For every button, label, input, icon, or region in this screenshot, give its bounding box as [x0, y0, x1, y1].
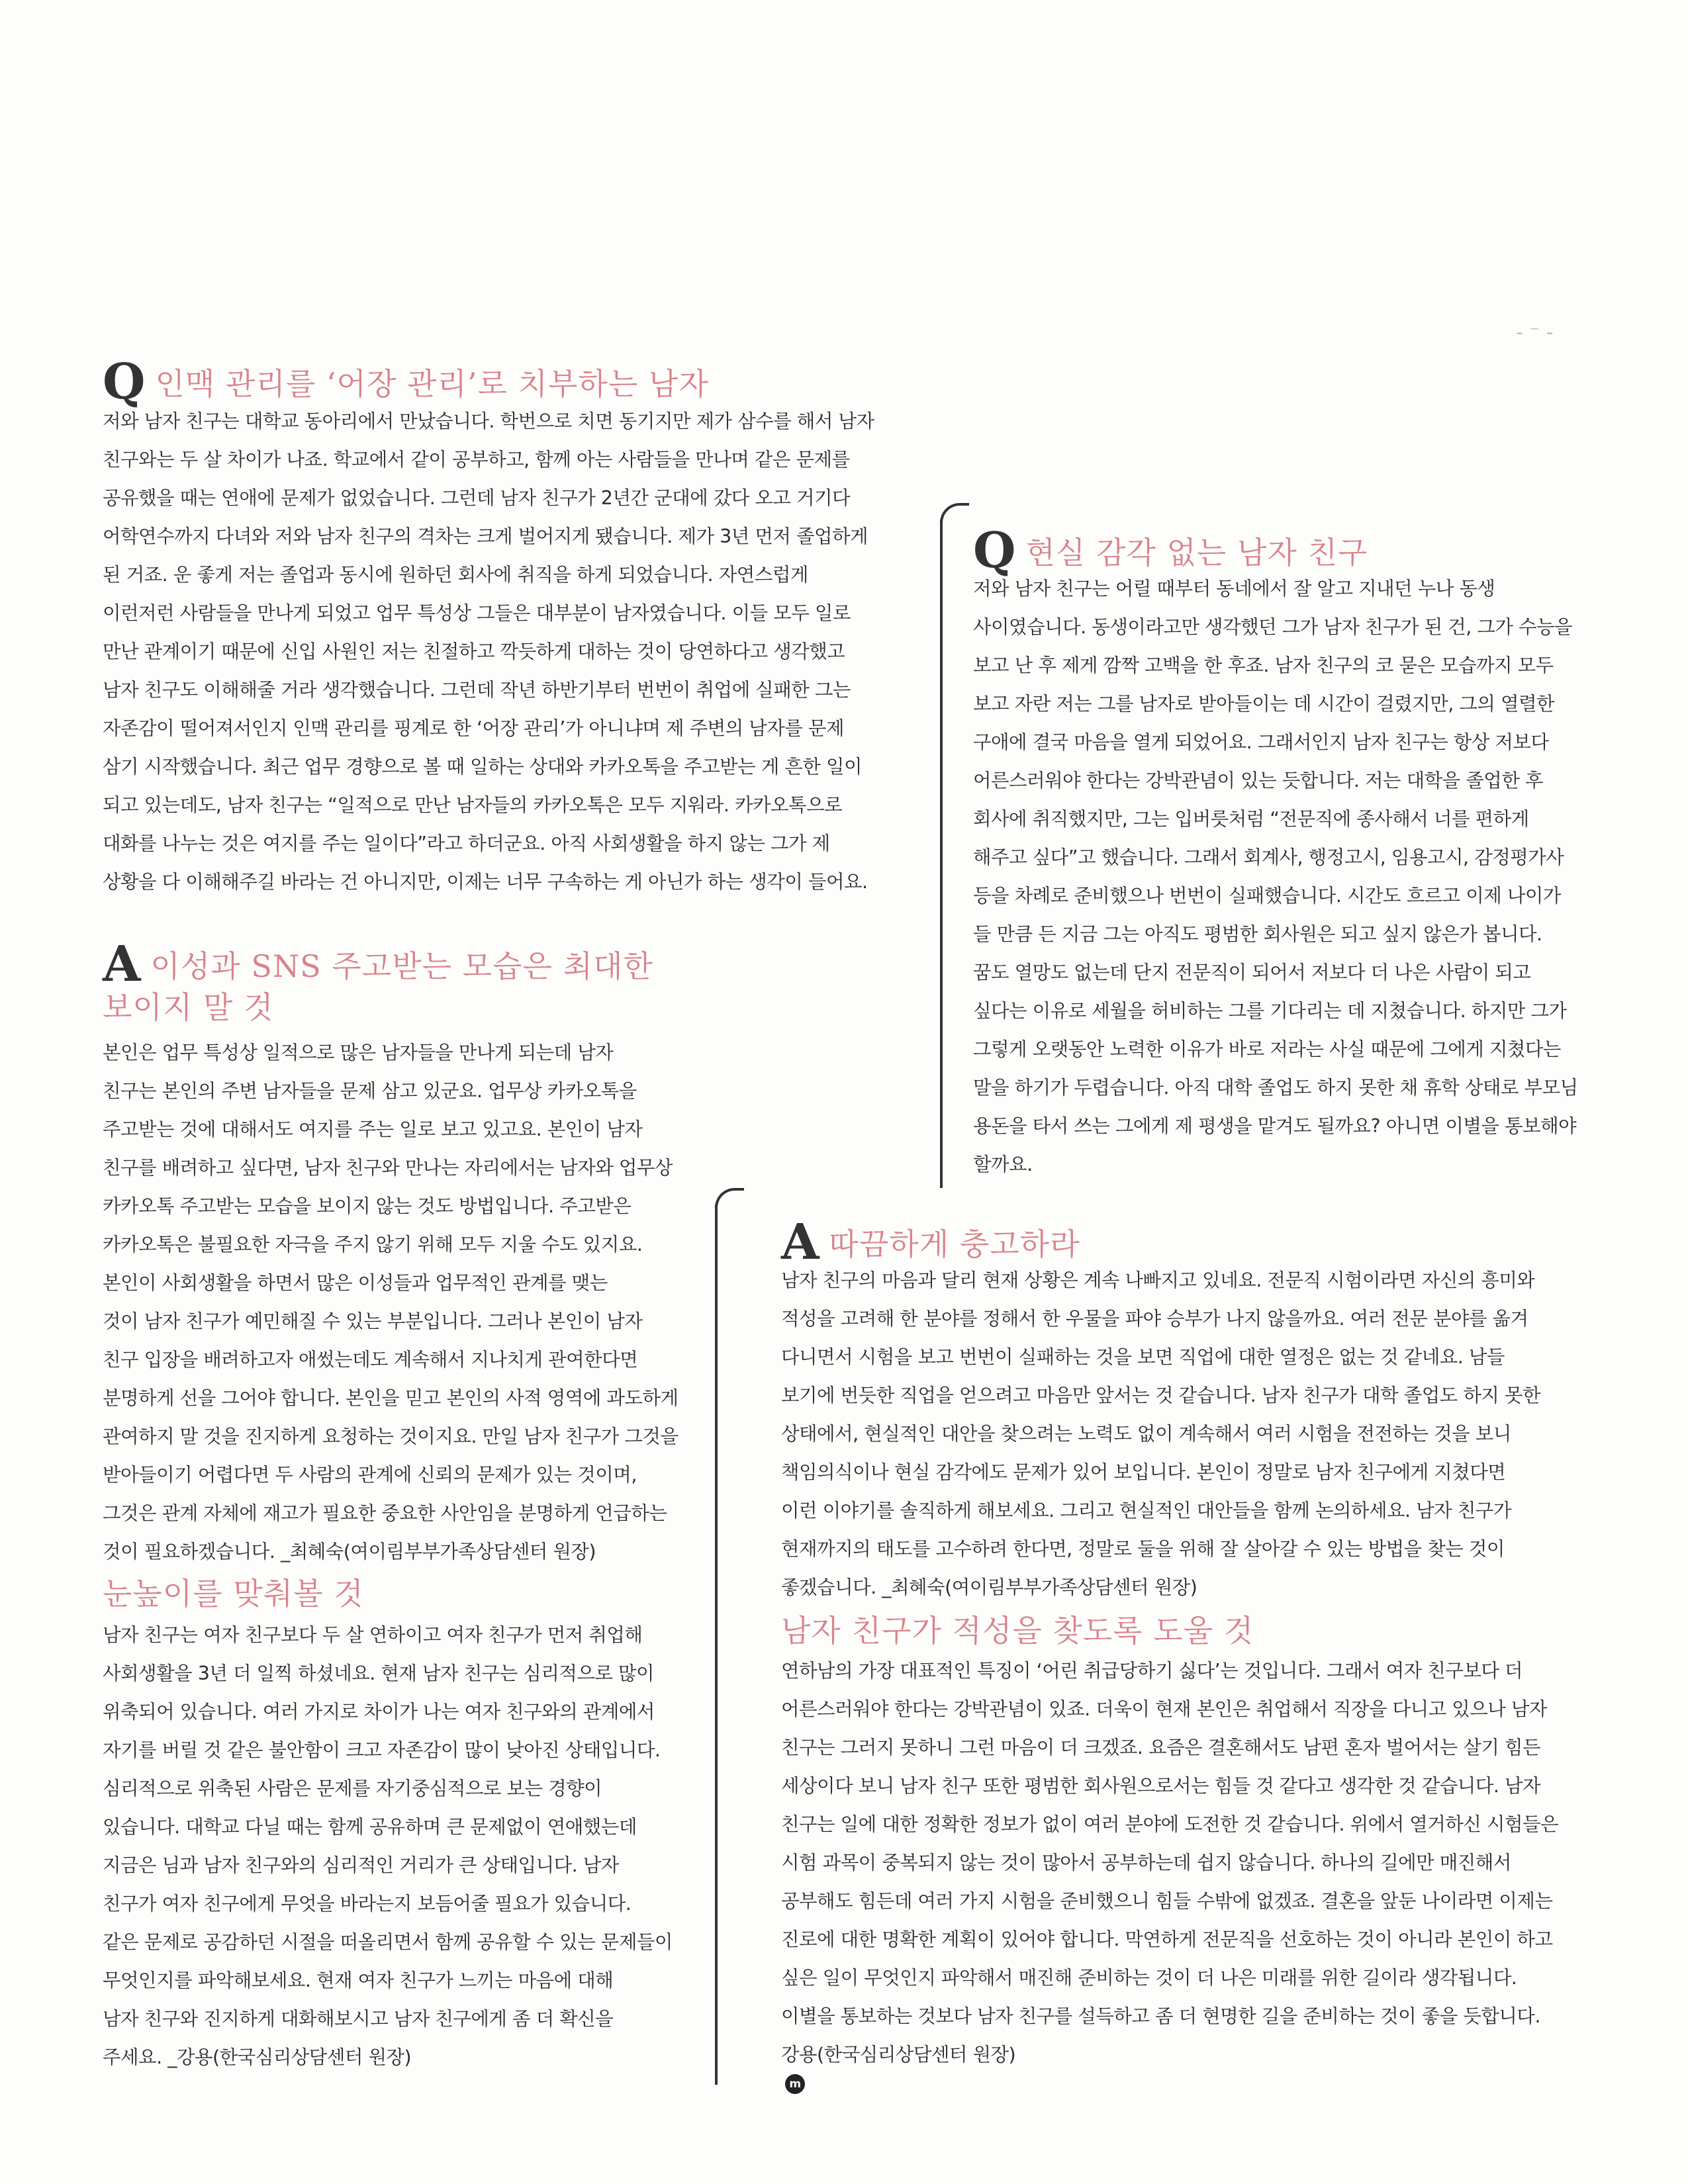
text-line: 받아들이기 어렵다면 두 사람의 관계에 신뢰의 문제가 있는 것이며, [103, 1464, 637, 1486]
text-line: 회사에 취직했지만, 그는 입버릇처럼 “전문직에 종사해서 너를 편하게 [973, 808, 1529, 830]
text-line: 저와 남자 친구는 어릴 때부터 동네에서 잘 알고 지내던 누나 동생 [973, 578, 1495, 600]
answer-1-body [103, 1034, 679, 1571]
text-line: 남자 친구의 마음과 달리 현재 상황은 계속 나빠지고 있네요. 전문직 시험이라면 자신의 흥미와 [781, 1269, 1535, 1291]
text-line: 책임의식이나 현실 감각에도 문제가 있어 보입니다. 본인이 정말로 남자 친구에게 지쳤다면 [781, 1461, 1506, 1483]
text-line: 본인이 사회생활을 하면서 많은 이성들과 업무적인 관계를 맺는 [103, 1272, 608, 1294]
text-line: 들 만큼 든 지금 그는 아직도 평범한 회사원은 되고 싶지 않은가 봅니다. [973, 923, 1542, 945]
text-line: 공유했을 때는 연애에 문제가 없었습니다. 그런데 남자 친구가 2년간 군대에 갔다 오고 거기다 [103, 487, 851, 509]
text-line: 분명하게 선을 그어야 합니다. 본인을 믿고 본인의 사적 영역에 과도하게 [103, 1387, 679, 1409]
text-line: 꿈도 열망도 없는데 단지 전문직이 되어서 저보다 더 나은 사람이 되고 [973, 962, 1531, 983]
text-line: 된 거죠. 운 좋게 저는 졸업과 동시에 원하던 회사에 취직을 하게 되었습니다. 자연스럽게 [103, 564, 808, 586]
text-line: 싶다는 이유로 세월을 허비하는 그를 기다리는 데 지쳤습니다. 하지만 그가 [973, 1000, 1567, 1022]
text-line: 심리적으로 위축된 사람은 문제를 자기중심적으로 보는 경향이 [103, 1778, 602, 1799]
text-line: 위축되어 있습니다. 여러 가지로 차이가 나는 여자 친구와의 관계에서 [103, 1701, 655, 1723]
divider-vertical-lower [715, 1205, 718, 2085]
text-line: 할까요. [973, 1154, 1033, 1175]
text-line: 보기에 번듯한 직업을 얻으려고 마음만 앞서는 것 같습니다. 남자 친구가 대학 졸업도 하지 못한 [781, 1385, 1541, 1406]
answer-1-title-line1: 이성과 SNS 주고받는 모습은 최대한 [150, 948, 653, 984]
divider-curve-lower [715, 1188, 744, 1210]
text-line: 남자 친구와 진지하게 대화해보시고 남자 친구에게 좀 더 확신을 [103, 2008, 614, 2030]
text-line: 해주고 싶다”고 했습니다. 그래서 회계사, 행정고시, 임용고시, 감정평가사 [973, 846, 1564, 868]
answer-1 [103, 936, 679, 2077]
text-line: 남자 친구도 이해해줄 거라 생각했습니다. 그런데 작년 하반기부터 번번이 취업에 실패한 그는 [103, 679, 851, 701]
text-line: 관여하지 말 것을 진지하게 요청하는 것이지요. 만일 남자 친구가 그것을 [103, 1426, 679, 1447]
text-line: 어른스러워야 한다는 강박관념이 있는 듯합니다. 저는 대학을 졸업한 후 [973, 770, 1543, 792]
text-line: 친구를 배려하고 싶다면, 남자 친구와 만나는 자리에서는 남자와 업무상 [103, 1157, 673, 1179]
text-line: 현재까지의 태도를 고수하려 한다면, 정말로 둘을 위해 잘 살아갈 수 있는 방법을 찾는 것이 [781, 1538, 1505, 1560]
text-line: 친구 입장을 배려하고자 애썼는데도 계속해서 지나치게 관여한다면 [103, 1349, 638, 1371]
edge-mark: - ⁻ - [1516, 321, 1554, 344]
text-line: 그것은 관계 자체에 재고가 필요한 중요한 사안임을 분명하게 언급하는 [103, 1502, 667, 1524]
text-line: 사회생활을 3년 더 일찍 하셨네요. 현재 남자 친구는 심리적으로 많이 [103, 1662, 655, 1684]
answer-3-heading [781, 1214, 1558, 1271]
answer-3-body [781, 1261, 1558, 1607]
text-line: 것이 남자 친구가 예민해질 수 있는 부분입니다. 그러나 본인이 남자 [103, 1310, 643, 1332]
answer-4-body [781, 1652, 1558, 2094]
text-line: 자기를 버릴 것 같은 불안함이 크고 자존감이 많이 낮아진 상태입니다. [103, 1739, 661, 1761]
text-line: 사이였습니다. 동생이라고만 생각했던 그가 남자 친구가 된 건, 그가 수능을 [973, 616, 1573, 638]
text-line: 어른스러워야 한다는 강박관념이 있죠. 더욱이 현재 본인은 취업해서 직장을 다니고 있으나 남자 [781, 1698, 1547, 1720]
text-line: 카카오톡은 불필요한 자극을 주지 않기 위해 모두 지울 수도 있지요. [103, 1234, 643, 1255]
text-line: 시험 과목이 중복되지 않는 것이 많아서 공부하는데 쉽지 않습니다. 하나의 길에만 매진해서 [781, 1852, 1511, 1874]
text-line: 카카오톡 주고받는 모습을 보이지 않는 것도 방법입니다. 주고받은 [103, 1195, 632, 1217]
end-mark-icon: m [785, 2074, 805, 2094]
question-2-title: 현실 감각 없는 남자 친구 [1025, 535, 1368, 570]
text-line: 있습니다. 대학교 다닐 때는 함께 공유하며 큰 문제없이 연애했는데 [103, 1816, 637, 1838]
text-line: 진로에 대한 명확한 계획이 있어야 합니다. 막연하게 전문직을 선호하는 것이 아니라 본인이 하고 [781, 1929, 1553, 1950]
text-line: 다니면서 시험을 보고 번번이 실패하는 것을 보면 직업에 대한 열정은 없는 것 같네요. 남들 [781, 1346, 1505, 1368]
text-line: 저와 남자 친구는 대학교 동아리에서 만났습니다. 학번으로 치면 동기지만 제가 삼수를 해서 남자 [103, 410, 874, 432]
text-line: 상황을 다 이해해주길 바라는 건 아니지만, 이제는 너무 구속하는 게 아닌가 하는 생각이 들어요. [103, 871, 868, 893]
text-line: 만난 관계이기 때문에 신입 사원인 저는 친절하고 깍듯하게 대하는 것이 당연하다고 생각했고 [103, 641, 845, 662]
text-line: 삼기 시작했습니다. 최근 업무 경향으로 볼 때 일하는 상대와 카카오톡을 주고받는 게 흔한 일이 [103, 756, 863, 778]
text-line-signature [781, 2036, 1558, 2094]
text-line: 친구는 본인의 주변 남자들을 문제 삼고 있군요. 업무상 카카오톡을 [103, 1080, 637, 1102]
text-line: 이별을 통보하는 것보다 남자 친구를 설득하고 좀 더 현명한 길을 준비하는 것이 좋을 듯합니다. [781, 2005, 1541, 2027]
question-1 [103, 353, 874, 901]
answer-mark: A [781, 1214, 820, 1271]
text-line: 되고 있는데도, 남자 친구는 “일적으로 만난 남자들의 카카오톡은 모두 지워라. 카카오톡으로 [103, 794, 843, 816]
text-line: 적성을 고려해 한 분야를 정해서 한 우물을 파야 승부가 나지 않을까요. 여러 전문 분야를 옮겨 [781, 1308, 1528, 1330]
text-line: 것이 필요하겠습니다. _최혜숙(여이림부부가족상담센터 원장) [103, 1541, 596, 1563]
text-line: 상태에서, 현실적인 대안을 찾으려는 노력도 없이 계속해서 여러 시험을 전전하는 것을 보니 [781, 1423, 1511, 1445]
text-line: 그렇게 오랫동안 노력한 이유가 바로 저라는 사실 때문에 그에게 지쳤다는 [973, 1038, 1561, 1060]
text-line: 본인은 업무 특성상 일적으로 많은 남자들을 만나게 되는데 남자 [103, 1042, 614, 1064]
answer-1-heading [103, 936, 679, 993]
text-line: 이런저런 사람들을 만나게 되었고 업무 특성상 그들은 대부분이 남자였습니다. 이들 모두 일로 [103, 602, 851, 624]
text-line: 세상이다 보니 남자 친구 또한 평범한 회사원으로서는 힘들 것 같다고 생각한 것 같습니다. 남자 [781, 1775, 1541, 1797]
text-line: 좋겠습니다. _최혜숙(여이림부부가족상담센터 원장) [781, 1576, 1197, 1598]
question-1-heading [103, 353, 874, 410]
text-line: 남자 친구는 여자 친구보다 두 살 연하이고 여자 친구가 먼저 취업해 [103, 1624, 643, 1646]
text-line: 어학연수까지 다녀와 저와 남자 친구의 격차는 크게 벌어지게 됐습니다. 제가 3년 먼저 졸업하게 [103, 525, 868, 547]
text-line: 등을 차례로 준비했으나 번번이 실패했습니다. 시간도 흐르고 이제 나이가 [973, 885, 1561, 907]
signature-text: 강용(한국심리상담센터 원장) [781, 2044, 1016, 2066]
text-line: 보고 난 후 제게 깜짝 고백을 한 후죠. 남자 친구의 코 묻은 모습까지 모두 [973, 655, 1554, 676]
text-line: 자존감이 떨어져서인지 인맥 관리를 핑계로 한 ‘어장 관리’가 아니냐며 제 주변의 남자를 문제 [103, 717, 844, 739]
text-line: 친구와는 두 살 차이가 나죠. 학교에서 같이 공부하고, 함께 아는 사람들을 만나며 같은 문제를 [103, 449, 850, 471]
question-2-body [973, 570, 1578, 1184]
question-mark: Q [973, 522, 1017, 579]
text-line: 친구가 여자 친구에게 무엇을 바라는지 보듬어줄 필요가 있습니다. [103, 1893, 632, 1915]
question-mark: Q [103, 353, 146, 410]
answer-1-title-line2: 보이지 말 것 [103, 989, 274, 1025]
question-2-heading [973, 522, 1578, 579]
text-line: 같은 문제로 공감하던 시절을 떠올리면서 함께 공유할 수 있는 문제들이 [103, 1931, 673, 1953]
text-line: 싶은 일이 무엇인지 파악해서 매진해 준비하는 것이 더 나은 미래를 위한 길이라 생각됩니다. [781, 1967, 1517, 1989]
answer-2-title: 눈높이를 맞춰볼 것 [103, 1576, 364, 1612]
divider-curve-upper [940, 503, 969, 525]
text-line: 지금은 님과 남자 친구와의 심리적인 거리가 큰 상태입니다. 남자 [103, 1854, 619, 1876]
text-line: 말을 하기가 두렵습니다. 아직 대학 졸업도 하지 못한 채 휴학 상태로 부모님 [973, 1077, 1578, 1099]
answer-4-title: 남자 친구가 적성을 찾도록 도울 것 [781, 1613, 1254, 1649]
text-line: 이런 이야기를 솔직하게 해보세요. 그리고 현실적인 대안들을 함께 논의하세요. 남자 친구가 [781, 1500, 1511, 1522]
question-2 [973, 522, 1578, 1184]
text-line: 용돈을 타서 쓰는 그에게 제 평생을 맡겨도 될까요? 아니면 이별을 통보해야 [973, 1115, 1577, 1137]
answer-mark: A [103, 936, 142, 993]
answer-3 [781, 1214, 1559, 2094]
text-line: 보고 자란 저는 그를 남자로 받아들이는 데 시간이 걸렸지만, 그의 열렬한 [973, 693, 1555, 715]
answer-2-body [103, 1616, 679, 2077]
text-line: 공부해도 힘든데 여러 가지 시험을 준비했으니 힘들 수밖에 없겠죠. 결혼을 앞둔 나이라면 이제는 [781, 1890, 1553, 1912]
text-line: 주고받는 것에 대해서도 여지를 주는 일로 보고 있고요. 본인이 남자 [103, 1118, 643, 1140]
text-line: 주세요. _강용(한국심리상담센터 원장) [103, 2046, 412, 2068]
text-line: 연하남의 가장 대표적인 특징이 ‘어린 취급당하기 싫다’는 것입니다. 그래서 여자 친구보다 더 [781, 1660, 1523, 1682]
text-line: 구애에 결국 마음을 열게 되었어요. 그래서인지 남자 친구는 항상 저보다 [973, 731, 1549, 753]
question-1-body [103, 402, 874, 901]
text-line: 대화를 나누는 것은 여지를 주는 일이다”라고 하더군요. 아직 사회생활을 하지 않는 그가 제 [103, 833, 830, 854]
question-1-title: 인맥 관리를 ‘어장 관리’로 치부하는 남자 [155, 366, 709, 402]
text-line: 친구는 일에 대한 정확한 정보가 없이 여러 분야에 도전한 것 같습니다. 위에서 열거하신 시험들은 [781, 1813, 1559, 1835]
divider-vertical-upper [940, 520, 943, 1188]
text-line: 무엇인지를 파악해보세요. 현재 여자 친구가 느끼는 마음에 대해 [103, 1970, 614, 1991]
text-line: 친구는 그러지 못하니 그런 마음이 더 크겠죠. 요즘은 결혼해서도 남편 혼자 벌어서는 살기 힘든 [781, 1737, 1541, 1758]
answer-3-title: 따끔하게 충고하라 [829, 1226, 1080, 1262]
